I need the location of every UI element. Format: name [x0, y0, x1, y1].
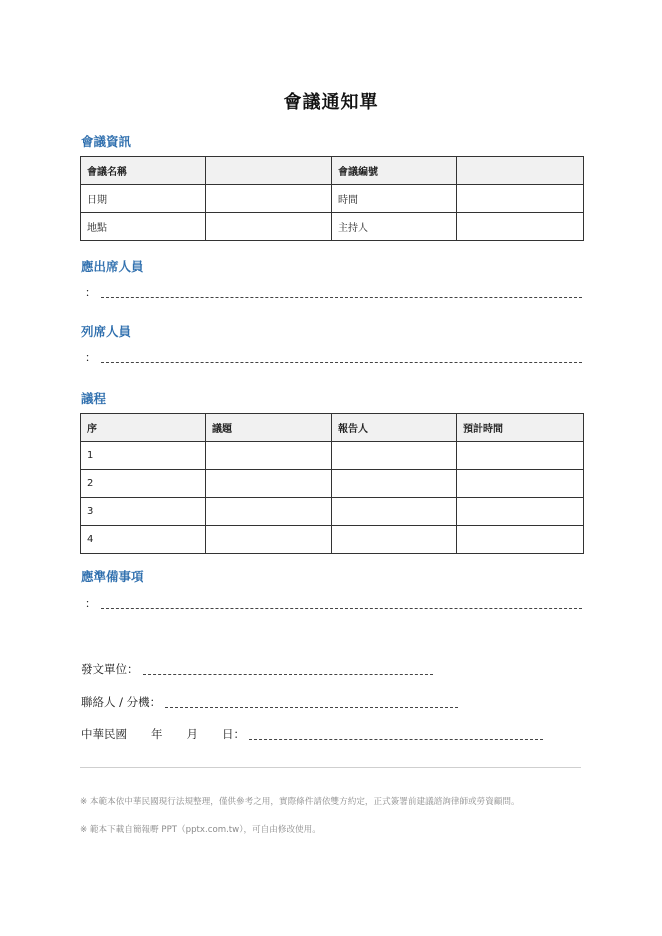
dashed-fill-line: [165, 707, 458, 708]
agenda-cell[interactable]: [206, 442, 332, 470]
table-row: [81, 498, 584, 526]
agenda-cell[interactable]: [457, 442, 584, 470]
section-heading-agenda: 議程: [81, 391, 107, 406]
colon-label: ：: [85, 286, 96, 299]
info-value-cell[interactable]: [206, 185, 332, 213]
info-label: 會議編號: [332, 157, 457, 185]
source-note: ※ 範本下載自簡報嘢 PPT（pptx.com.tw），可自由修改使用。: [80, 825, 321, 835]
info-value-cell[interactable]: [206, 213, 332, 241]
agenda-cell[interactable]: [206, 470, 332, 498]
dashed-fill-line: [143, 674, 434, 675]
agenda-seq: 3: [81, 498, 206, 526]
table-row: [81, 185, 584, 213]
date-line[interactable]: [81, 726, 543, 742]
table-row: [81, 157, 584, 185]
info-label: 主持人: [332, 213, 457, 241]
agenda-header-row: [81, 414, 584, 442]
colon-label: ：: [85, 597, 96, 610]
section-heading-info: 會議資訊: [81, 134, 132, 149]
dashed-fill-line: [101, 362, 582, 363]
observers-fill-line[interactable]: [85, 351, 582, 365]
disclaimer-note: ※ 本範本依中華民國現行法規整理，僅供參考之用，實際條件請依雙方約定，正式簽署前建議諮詢律師或勞資顧問。: [80, 797, 520, 807]
section-heading-observers: 列席人員: [81, 324, 132, 339]
agenda-table: [80, 413, 584, 554]
preparation-fill-line[interactable]: [85, 597, 582, 611]
info-value-cell[interactable]: [206, 157, 332, 185]
agenda-header-topic: 議題: [206, 414, 332, 442]
agenda-cell[interactable]: [206, 526, 332, 554]
dashed-fill-line: [101, 608, 582, 609]
agenda-cell[interactable]: [332, 498, 457, 526]
agenda-cell[interactable]: [332, 470, 457, 498]
month-label: 月: [186, 727, 198, 741]
dashed-fill-line: [101, 297, 582, 298]
meeting-info-table: [80, 156, 584, 241]
issuer-line[interactable]: [81, 661, 433, 677]
agenda-header-seq: 序: [81, 414, 206, 442]
year-label: 年: [151, 727, 163, 741]
table-row: [81, 213, 584, 241]
info-label: 地點: [81, 213, 206, 241]
dashed-fill-line: [249, 739, 543, 740]
day-label: 日：: [222, 727, 245, 741]
info-value-cell[interactable]: [457, 185, 584, 213]
table-row: [81, 470, 584, 498]
table-row: [81, 526, 584, 554]
agenda-cell[interactable]: [332, 442, 457, 470]
agenda-seq: 2: [81, 470, 206, 498]
agenda-seq: 1: [81, 442, 206, 470]
section-heading-attendees: 應出席人員: [81, 259, 144, 274]
date-prefix-label: 中華民國: [81, 727, 127, 741]
issuer-label: 發文單位：: [81, 662, 139, 676]
agenda-seq: 4: [81, 526, 206, 554]
contact-label: 聯絡人 / 分機：: [81, 695, 162, 709]
info-label: 時間: [332, 185, 457, 213]
document-title: 會議通知單: [283, 92, 379, 113]
info-label: 會議名稱: [81, 157, 206, 185]
colon-label: ：: [85, 351, 96, 364]
contact-line[interactable]: [81, 694, 458, 710]
agenda-cell[interactable]: [332, 526, 457, 554]
info-value-cell[interactable]: [457, 213, 584, 241]
agenda-cell[interactable]: [457, 498, 584, 526]
table-row: [81, 442, 584, 470]
section-heading-preparation: 應準備事項: [81, 569, 144, 584]
agenda-header-presenter: 報告人: [332, 414, 457, 442]
info-label: 日期: [81, 185, 206, 213]
agenda-cell[interactable]: [206, 498, 332, 526]
agenda-cell[interactable]: [457, 526, 584, 554]
agenda-header-time: 預計時間: [457, 414, 584, 442]
divider: [80, 767, 581, 768]
attendees-fill-line[interactable]: [85, 286, 582, 300]
agenda-cell[interactable]: [457, 470, 584, 498]
info-value-cell[interactable]: [457, 157, 584, 185]
